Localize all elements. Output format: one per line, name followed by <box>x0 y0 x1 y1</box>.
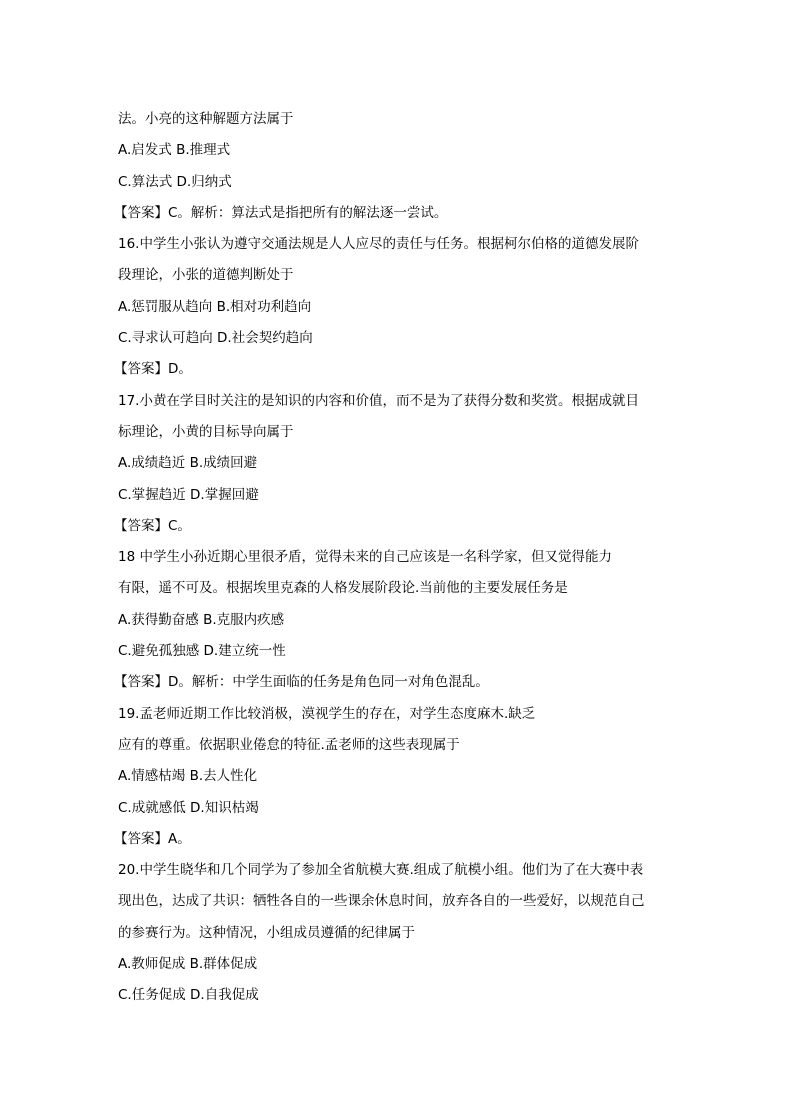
question-20-options-ab: A.教师促成 B.群体促成 <box>118 956 258 973</box>
question-18-stem-line-2: 有限，遥不可及。根据埃里克森的人格发展阶段论.当前他的主要发展任务是 <box>118 580 568 597</box>
question-15-stem-end: 法。小亮的这种解题方法属于 <box>118 111 294 127</box>
question-19-options-ab: A.情感枯竭 B.去人性化 <box>118 768 258 785</box>
question-18-answer: 【答案】D。解析：中学生面临的任务是角色同一对角色混乱。 <box>114 674 489 691</box>
question-20-stem-line-1: 20.中学生晓华和几个同学为了参加全省航模大赛.组成了航模小组。他们为了在大赛中表 <box>118 862 644 879</box>
question-19-answer: 【答案】A。 <box>114 830 191 847</box>
question-17-options-ab: A.成绩趋近 B.成绩回避 <box>118 455 258 472</box>
question-19-stem-line-1: 19.孟老师近期工作比较消极，漠视学生的存在，对学生态度麻木.缺乏 <box>118 705 536 722</box>
question-19-options-cd: C.成就感低 D.知识枯竭 <box>118 799 259 816</box>
document-page <box>114 104 678 1012</box>
question-19-stem-line-2: 应有的尊重。依据职业倦怠的特征.孟老师的这些表现属于 <box>118 736 460 753</box>
question-17-stem-line-1: 17.小黄在学目时关注的是知识的内容和价值，而不是为了获得分数和奖赏。根据成就目 <box>118 392 639 409</box>
question-17-options-cd: C.掌握趋近 D.掌握回避 <box>118 486 259 503</box>
question-18-stem-line-1: 18 中学生小孙近期心里很矛盾，觉得未来的自己应该是一名科学家，但又觉得能力 <box>118 549 612 566</box>
question-15-answer: 【答案】C。解析：算法式是指把所有的解法逐一尝试。 <box>114 204 448 221</box>
question-18-options-ab: A.获得勤奋感 B.克服内疚感 <box>118 611 285 628</box>
question-17-stem-line-2: 标理论，小黄的目标导向属于 <box>118 423 294 440</box>
question-15-options-ab: A.启发式 B.推理式 <box>118 142 231 159</box>
question-20-options-cd: C.任务促成 D.自我促成 <box>118 987 259 1004</box>
question-18-options-cd: C.避免孤独感 D.建立统一性 <box>118 643 286 660</box>
question-16-answer: 【答案】D。 <box>114 361 192 378</box>
question-15-options-cd: C.算法式 D.归纳式 <box>118 173 232 190</box>
question-16-stem-line-2: 段理论，小张的道德判断处于 <box>118 267 294 284</box>
question-16-options-ab: A.惩罚服从趋向 B.相对功利趋向 <box>118 298 312 315</box>
question-17-answer: 【答案】C。 <box>114 517 191 534</box>
question-20-stem-line-3: 的参赛行为。这种情况，小组成员遵循的纪律属于 <box>118 924 415 941</box>
question-20-stem-line-2: 现出色，达成了共识：牺牲各自的一些课余休息时间，放弃各自的一些爱好，以规范自己 <box>118 893 645 910</box>
question-16-options-cd: C.寻求认可趋向 D.社会契约趋向 <box>118 330 313 347</box>
question-16-stem-line-1: 16.中学生小张认为遵守交通法规是人人应尽的责任与任务。根据柯尔伯格的道德发展阶 <box>118 236 639 253</box>
